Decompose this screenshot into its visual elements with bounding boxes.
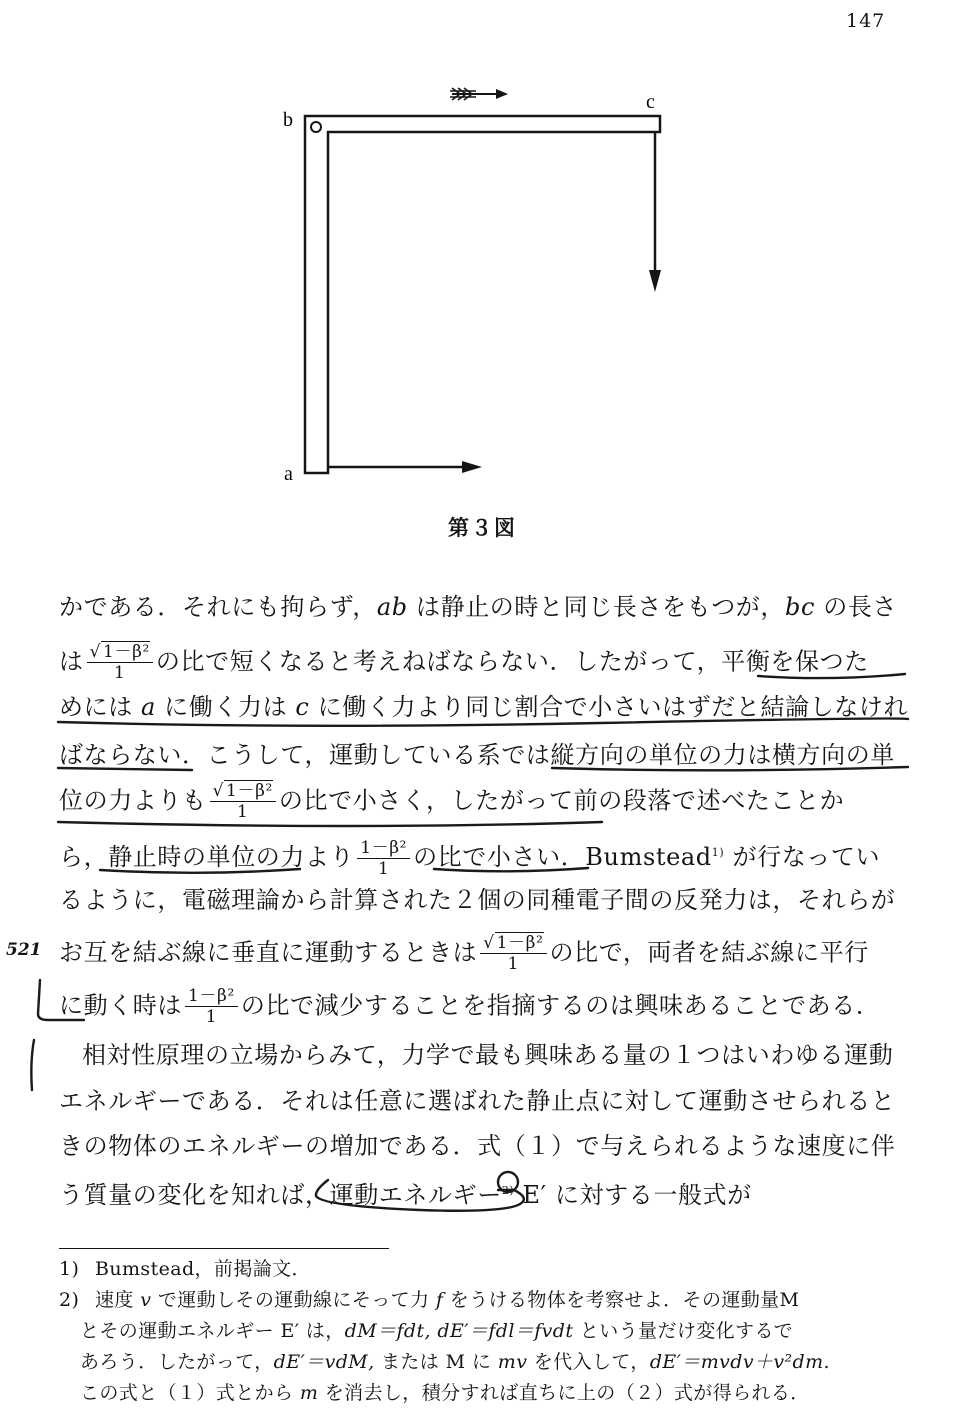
body-line-4: ばならない．こうして，運動している系では縦方向の単位の力は横方向の単 bbox=[59, 741, 895, 769]
body-line-12: きの物体のエネルギーの増加である．式（１）で与えられるような速度に伴 bbox=[59, 1132, 896, 1160]
footnote-2-line-1: 2) 速度 v で運動しその運動線にそって力 f をうける物体を考察せよ．その運動量M bbox=[59, 1289, 800, 1311]
force-arrow-a-head bbox=[462, 461, 482, 473]
fraction: $\frac{\text{1－β²}}{1}$ bbox=[357, 839, 410, 879]
footnote-divider bbox=[59, 1248, 389, 1249]
pivot-circle bbox=[311, 122, 321, 132]
body-line-1: かである．それにも拘らず，ab は静止の時と同じ長さをもつが，bc の長さ bbox=[59, 593, 898, 621]
body-line-11: エネルギーである．それは任意に選ばれた静止点に対して運動させられると bbox=[59, 1087, 896, 1115]
fraction-sqrt: $\frac{\text{√ 1－β²}}{1}$ bbox=[87, 643, 153, 683]
fraction: $\frac{\text{1－β²}}{1}$ bbox=[185, 987, 238, 1027]
body-line-8: お互を結ぶ線に垂直に運動するときは $\frac{\text{√ 1－β²}}{1}$ の比で，両者を結ぶ線に平行 bbox=[59, 933, 869, 974]
label-c: c bbox=[646, 91, 655, 113]
footnote-2-line-2: とその運動エネルギー E′ は，dM＝fdt, dE′＝fdl＝fvdt という量だけ変化するで bbox=[80, 1320, 794, 1342]
lever-outline bbox=[305, 116, 660, 473]
body-line-3: めには a に働く力は c に働く力より同じ割合で小さいはずだと結論しなけれ bbox=[59, 693, 909, 721]
body-line-5: 位の力よりも $\frac{\text{√ 1－β²}}{1}$ の比で小さく，したがって前の段落で述べたことか bbox=[59, 781, 845, 822]
fraction-sqrt: $\frac{\text{√ 1－β²}}{1}$ bbox=[480, 934, 546, 974]
figure-caption: 第３図 bbox=[448, 515, 517, 540]
footnote-1: 1) Bumstead，前掲論文． bbox=[59, 1258, 311, 1280]
margin-stroke bbox=[31, 1040, 34, 1090]
fraction-sqrt: $\frac{\text{√ 1－β²}}{1}$ bbox=[210, 782, 276, 822]
label-b: b bbox=[283, 109, 293, 131]
body-line-6: ら，静止時の単位の力より $\frac{\text{1－β²}}{1}$ の比で小さい．Bumstead$^{1)}$ が行なってい bbox=[59, 837, 881, 879]
body-line-2: は $\frac{\text{√ 1－β²}}{1}$ の比で短くなると考えねばならない．したがって，平衡を保つた bbox=[59, 642, 869, 683]
underline-5 bbox=[58, 822, 602, 826]
body-line-7: るように，電磁理論から計算された２個の同種電子間の反発力は，それらが bbox=[59, 886, 896, 914]
body-line-13: う質量の変化を知れば，運動エネルギー$^{2)}$ E′ に対する一般式が bbox=[59, 1181, 752, 1209]
page-number: 147 bbox=[846, 10, 886, 32]
force-arrow-c-head bbox=[649, 270, 661, 292]
velocity-arrow-head bbox=[496, 89, 508, 99]
margin-page-number: 521 bbox=[6, 940, 42, 960]
body-line-10: 相対性原理の立場からみて，力学で最も興味ある量の１つはいわゆる運動 bbox=[82, 1041, 894, 1069]
body-line-9: に動く時は $\frac{\text{1－β²}}{1}$ の比で減少することを指摘するのは興味あることである． bbox=[59, 986, 881, 1027]
label-a: a bbox=[284, 463, 293, 485]
figure-3-diagram bbox=[0, 0, 965, 540]
footnote-2-line-3: あろう．したがって，dE′＝vdM, または M に mv を代入して，dE′＝mvdv＋v²dm. bbox=[80, 1351, 830, 1373]
footnote-2-line-4: この式と（１）式とから m を消去し，積分すれば直ちに上の（２）式が得られる． bbox=[80, 1382, 810, 1404]
